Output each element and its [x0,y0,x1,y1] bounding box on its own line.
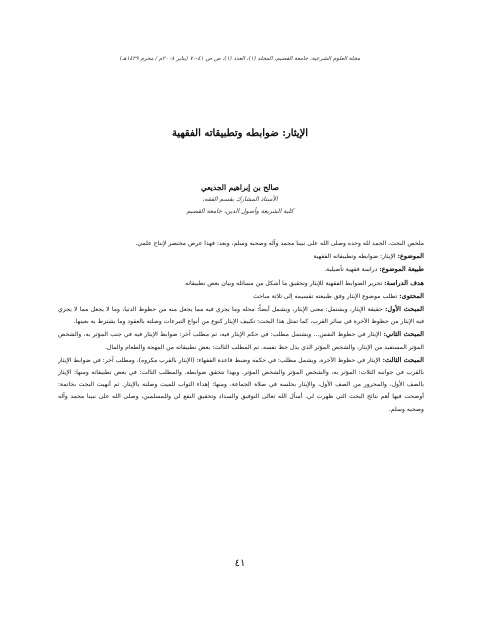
item-text: تطلب موضوع الإيثار وفق طبيعته تقسيمه إلى ثلاثة مباحث [253,292,398,300]
item-text: تحرير الضوابط الفقهية للإيثار وتحقيق ما أشكل من مسائله وبيان بعض تطبيقاته [185,279,383,287]
item-text: الإيثار: ضوابطه وتطبيقاته الفقهية [313,253,396,261]
item-label: الموضوع: [397,252,424,261]
item-text: دراسة فقهية تأصيلية. [324,266,378,274]
abstract-item-section-3 [58,354,424,416]
abstract-intro: ملخص البحث. الحمد لله وحده وصلى الله على نبينا محمد وآله وصحبه وسلم، وبعد: فهذا عرض مختصر لإنتاج علمي. [135,240,424,247]
author-block [180,182,300,218]
item-label: المحتوى: [399,291,424,300]
abstract-item-section-1 [58,303,424,328]
item-label: طبيعة الموضوع: [379,265,424,274]
abstract-item-topic [58,250,424,263]
abstract-body [58,238,424,416]
abstract-item-goal [58,277,424,290]
item-text: الإيثار في حظوظ الآخرة. ويشمل مطلب: في حكمه وضبط قاعدة الفقهاء: (الإيثار بالقرب مكروه)، ومطلب آخر: في ضوابط الإيثار بالقرب في جوانبه الثلاث: المؤثر به، والشخص المؤثر والشخص المؤثر. وبهذا تتحقق ضوابطه. والمطلب الثالث: في بعض تطبيقاته ومنها: الإيثار بالصف الأول، والمحرور من الصف الأول، والإيثار بحلسه في صلاة الجماعة، ومنها: إهداء الثواب للميت وصلته بالإيثار. ثم أنهيت البحث بخاتمة: أوضحت فيها أهم نتائج البحث التي ظهرت لي. أسأل الله تعالى التوفيق والسداد وتحقيق النفع لي وللمسلمين، وصلى الله على نبينا محمد وآله وصحبه وسلم. [57,356,424,413]
abstract-item-section-2 [58,328,424,353]
author-affiliation: كلية الشريعة وأصول الدين، جامعة القصيم [186,208,294,215]
abstract-item-content [58,290,424,303]
item-label: المبحث الثالث: [382,355,424,364]
author-name: صالح بن إبراهيم الجديعي [200,183,280,192]
abstract-item-nature [58,263,424,276]
item-label: المبحث الأول: [385,305,425,314]
author-position: الأستاذ المشارك بقسم الفقه، [202,196,278,203]
item-label: المبحث الثاني: [383,330,425,339]
paper-title: الإيثار: ضوابطه وتطبيقاته الفقهية [171,128,309,139]
item-text: حقيقة الإيثار، ويشتمل: معنى الإيثار، ويشمل أيضاً: محله وما يجري فيه مما يجعل منه من حظوظ الدنيا، وما لا يجعل مما لا يجري فيه الإيثار من حظوظ الآخرة في سائر القرب، كما تمثل هذا البحث: تكييف الإيثار كنوع من أنواع التبرعات وصلته بالعقود وما يشترط به بعينها. [58,306,424,326]
item-label: هدف الدراسة: [384,278,424,287]
page-number: ٤١ [234,558,246,569]
running-header: مجلة العلوم الشرعية، جامعة القصيم، المجلد (١)، العدد (١)، ص ص ٤١-٧٠ (يناير ٢٠٠٨م / محرم ١٤٢٩هـ) [119,56,361,62]
item-text: الإيثار في حظوظ النفس... ويشتمل مطلب: في حكم الإيثار فيه، ثم مطلب آخر: ضوابط الإيثار فيه في جنب المؤثر به، والشخص المؤثر المستفيد من الإيثار، والشخص المؤثر الذي يذل حظ نفسه. ثم المطلب الثالث: بعض تطبيقاته من المهجة والطعام والمال. [58,331,424,351]
